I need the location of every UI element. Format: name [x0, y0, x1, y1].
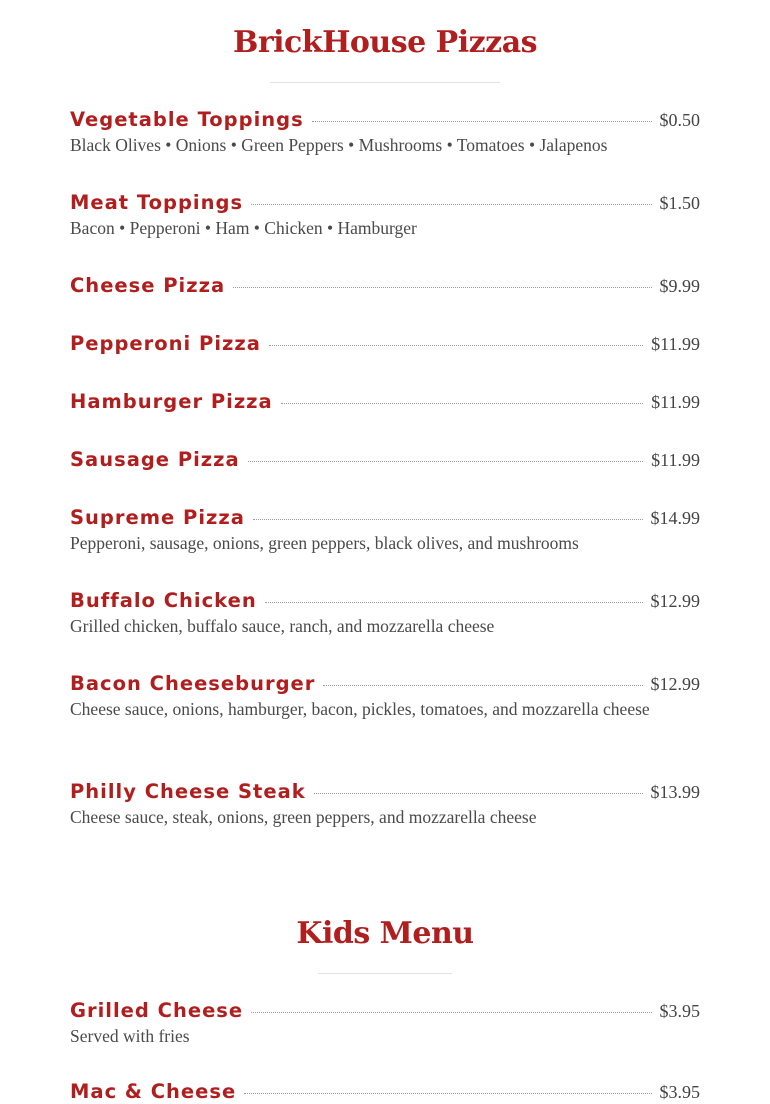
- section-title-pizzas: BrickHouse Pizzas: [232, 25, 538, 60]
- menu-item: [70, 448, 700, 472]
- item-price: $1.50: [659, 193, 700, 213]
- item-price: $3.95: [659, 1001, 700, 1021]
- item-description: Cheese sauce, onions, hamburger, bacon, pickles, tomatoes, and mozzarella cheese: [70, 699, 650, 719]
- item-name: Hamburger Pizza: [70, 390, 273, 413]
- item-name: Grilled Cheese: [70, 999, 244, 1022]
- item-description: Pepperoni, sausage, onions, green peppers, black olives, and mushrooms: [70, 533, 579, 553]
- item-description: Black Olives • Onions • Green Peppers • Mushrooms • Tomatoes • Jalapenos: [70, 135, 608, 155]
- dot-leader: [253, 519, 643, 520]
- item-price: $11.99: [651, 334, 700, 354]
- item-name: Bacon Cheeseburger: [70, 672, 316, 695]
- dot-leader: [244, 1093, 651, 1094]
- dot-leader: [251, 1012, 651, 1013]
- menu-item: [70, 1080, 700, 1104]
- section-title-kids: Kids Menu: [296, 916, 474, 951]
- menu-item: [70, 332, 700, 356]
- dot-leader: [233, 287, 651, 288]
- menu-item: [70, 780, 700, 830]
- menu-item: [70, 999, 700, 1049]
- item-name: Vegetable Toppings: [70, 108, 304, 131]
- item-description: Grilled chicken, buffalo sauce, ranch, and mozzarella cheese: [70, 616, 495, 636]
- item-description: Cheese sauce, steak, onions, green peppers, and mozzarella cheese: [70, 807, 537, 827]
- item-name: Supreme Pizza: [70, 506, 245, 529]
- item-name: Pepperoni Pizza: [70, 332, 261, 355]
- item-name: Mac & Cheese: [70, 1080, 237, 1103]
- item-name: Sausage Pizza: [70, 448, 240, 471]
- item-price: $14.99: [650, 508, 700, 528]
- dot-leader: [269, 345, 643, 346]
- dot-leader: [312, 121, 652, 122]
- dot-leader: [323, 685, 642, 686]
- item-name: Meat Toppings: [70, 191, 244, 214]
- item-description: Bacon • Pepperoni • Ham • Chicken • Hamburger: [70, 218, 417, 238]
- item-description: Served with fries: [70, 1026, 190, 1046]
- item-price: $0.50: [659, 110, 700, 130]
- item-price: $12.99: [650, 674, 700, 694]
- menu-item: [70, 672, 700, 722]
- item-price: $9.99: [659, 276, 700, 296]
- dot-leader: [314, 793, 643, 794]
- menu-item: [70, 274, 700, 298]
- item-price: $3.95: [659, 1082, 700, 1102]
- menu-item: [70, 506, 700, 556]
- item-name: Philly Cheese Steak: [70, 780, 306, 803]
- dot-leader: [265, 602, 643, 603]
- menu-item: [70, 191, 700, 241]
- menu-item: [70, 390, 700, 414]
- item-name: Buffalo Chicken: [70, 589, 257, 612]
- item-price: $13.99: [650, 782, 700, 802]
- menu-item: [70, 589, 700, 639]
- menu-item: [70, 108, 700, 158]
- item-price: $12.99: [650, 591, 700, 611]
- item-price: $11.99: [651, 450, 700, 470]
- dot-leader: [248, 461, 643, 462]
- section-divider: [318, 973, 452, 974]
- dot-leader: [281, 403, 643, 404]
- dot-leader: [251, 204, 651, 205]
- item-price: $11.99: [651, 392, 700, 412]
- section-divider: [270, 82, 500, 83]
- item-name: Cheese Pizza: [70, 274, 226, 297]
